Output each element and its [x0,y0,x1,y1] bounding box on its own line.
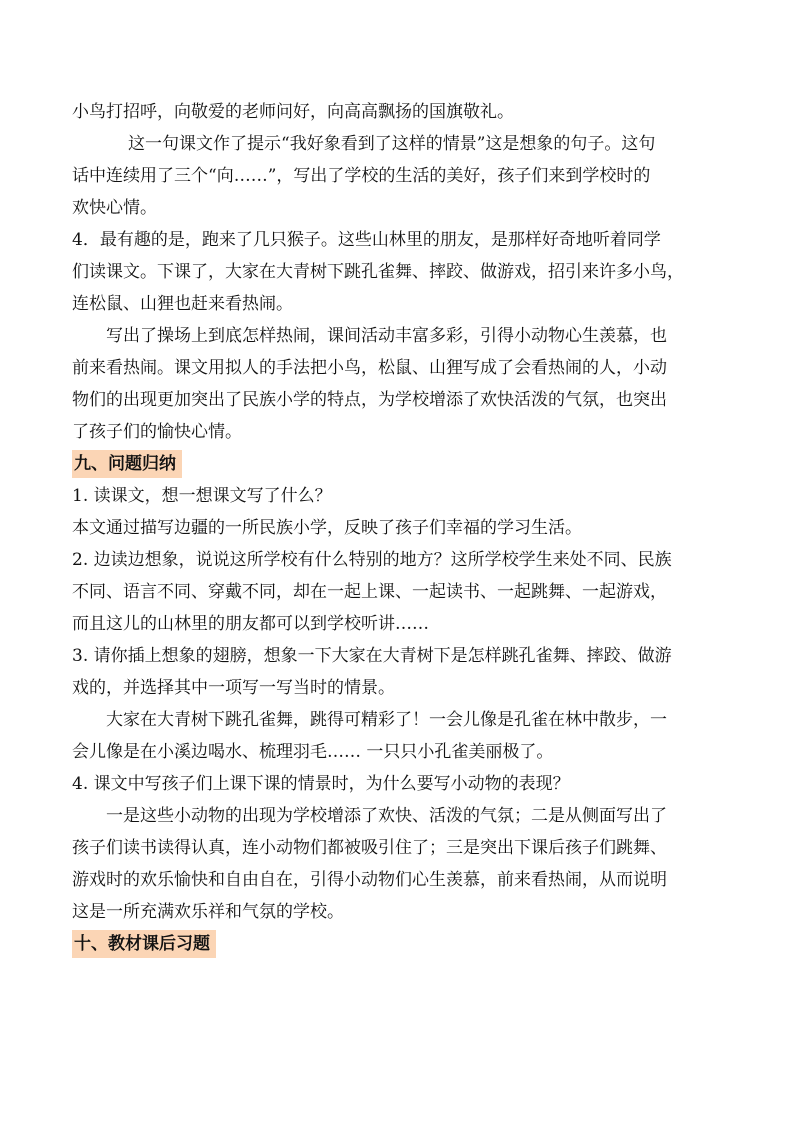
paragraph-line: 了孩子们的愉快心情。 [72,422,242,442]
answer-1: 本文通过描写边疆的一所民族小学，反映了孩子们幸福的学习生活。 [72,518,582,538]
paragraph-line: 话中连续用了三个“向……”，写出了学校的生活的美好，孩子们来到学校时的 [72,166,651,186]
paragraph-line: 连松鼠、山狸也赶来看热闹。 [72,294,293,314]
question-4: 4. 课文中写孩子们上课下课的情景时，为什么要写小动物的表现？ [72,774,570,794]
paragraph-line: 4．最有趣的是，跑来了几只猴子。这些山林里的朋友，是那样好奇地听着同学 [72,230,661,250]
section-heading-10: 十、教材课后习题 [72,930,216,958]
answer-3-line: 会儿像是在小溪边喝水、梳理羽毛…… 一只只小孔雀美丽极了。 [72,742,554,762]
answer-3-line: 大家在大青树下跳孔雀舞，跳得可精彩了！一会儿像是孔雀在林中散步，一 [106,710,667,730]
section-heading-row [72,448,732,480]
paragraph-line: 小鸟打招呼，向敬爱的老师问好，向高高飘扬的国旗敬礼。 [72,102,514,122]
question-3-line: 戏的，并选择其中一项写一写当时的情景。 [72,678,395,698]
paragraph-line: 物们的出现更加突出了民族小学的特点，为学校增添了欢快活泼的气氛，也突出 [72,390,667,410]
question-2-line: 2. 边读边想象，说说这所学校有什么特别的地方？这所学校学生来处不同、民族 [72,550,672,570]
document-page [72,96,732,960]
paragraph-line: 欢快心情。 [72,198,157,218]
question-1: 1. 读课文，想一想课文写了什么？ [72,486,332,506]
section-heading-9: 九、问题归纳 [72,450,182,478]
paragraph-line: 前来看热闹。课文用拟人的手法把小鸟，松鼠、山狸写成了会看热闹的人，小动 [72,358,667,378]
section-heading-row [72,928,732,960]
paragraph-line: 们读课文。下课了，大家在大青树下跳孔雀舞、摔跤、做游戏，招引来许多小鸟， [72,262,684,282]
paragraph-line: 这一句课文作了提示“我好象看到了这样的情景”这是想象的句子。这句 [128,134,656,154]
question-2-line: 不同、语言不同、穿戴不同，却在一起上课、一起读书、一起跳舞、一起游戏， [72,582,667,602]
answer-4-line: 这是一所充满欢乐祥和气氛的学校。 [72,902,344,922]
answer-4-line: 游戏时的欢乐愉快和自由自在，引得小动物们心生羡慕，前来看热闹，从而说明 [72,870,667,890]
question-2-line: 而且这儿的山林里的朋友都可以到学校听讲…… [72,614,429,634]
answer-4-line: 孩子们读书读得认真，连小动物们都被吸引住了；三是突出下课后孩子们跳舞、 [72,838,667,858]
question-3-line: 3. 请你插上想象的翅膀，想象一下大家在大青树下是怎样跳孔雀舞、摔跤、做游 [72,646,672,666]
answer-4-line: 一是这些小动物的出现为学校增添了欢快、活泼的气氛；二是从侧面写出了 [106,806,667,826]
paragraph-line: 写出了操场上到底怎样热闹，课间活动丰富多彩，引得小动物心生羡慕，也 [106,326,667,346]
